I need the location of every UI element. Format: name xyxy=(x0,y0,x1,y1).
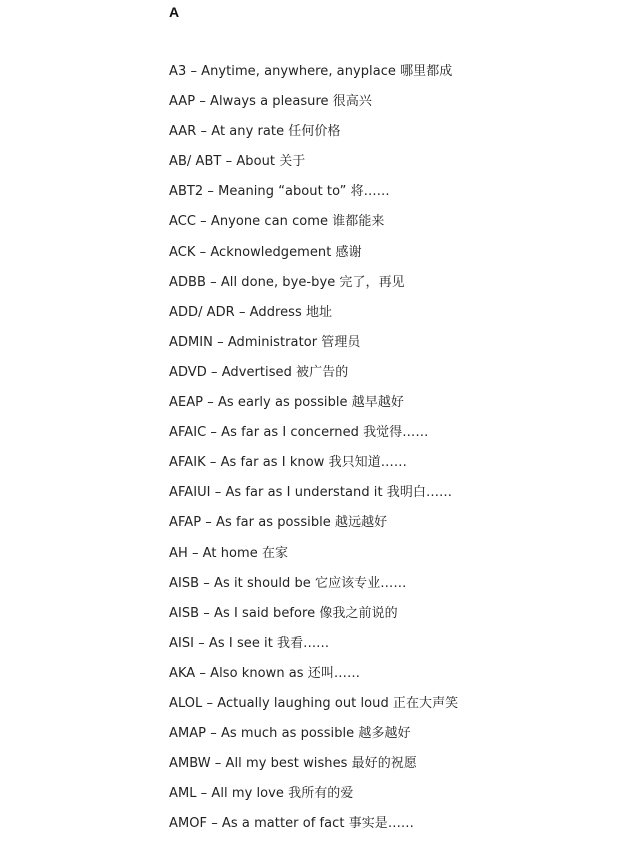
abbreviation-entry: AFAIK – As far as I know 我只知道…… xyxy=(169,455,407,471)
abbreviation-entry: AMAP – As much as possible 越多越好 xyxy=(169,726,411,742)
abbreviation-entry: A3 – Anytime, anywhere, anyplace 哪里都成 xyxy=(169,64,453,79)
abbreviation-entry: ADMIN – Administrator 管理员 xyxy=(169,334,361,350)
abbreviation-entry: AISB – As it should be 它应该专业…… xyxy=(169,575,407,591)
abbreviation-entry: ACC – Anyone can come 谁都能来 xyxy=(169,214,385,230)
abbreviation-entry: ADBB – All done, bye-bye 完了，再见 xyxy=(169,274,405,290)
abbreviation-entry: AAR – At any rate 任何价格 xyxy=(169,124,341,140)
abbreviation-entry: AISI – As I see it 我看…… xyxy=(169,635,330,651)
abbreviation-entry: AAP – Always a pleasure 很高兴 xyxy=(169,94,372,110)
abbreviation-entry: ACK – Acknowledgement 感谢 xyxy=(169,244,362,260)
abbreviation-entry: AML – All my love 我所有的爱 xyxy=(169,786,354,802)
abbreviation-entry: AFAIUI – As far as I understand it 我明白…… xyxy=(169,485,453,501)
abbreviation-entry: AB/ ABT – About 关于 xyxy=(169,154,306,170)
abbreviation-entry: ALOL – Actually laughing out loud 正在大声笑 xyxy=(169,695,459,711)
abbreviation-entry: AMOF – As a matter of fact 事实是…… xyxy=(169,816,414,832)
abbreviation-entry: AFAIC – As far as I concerned 我觉得…… xyxy=(169,425,429,441)
abbreviation-list xyxy=(169,62,458,844)
abbreviation-entry: AKA – Also known as 还叫…… xyxy=(169,665,361,681)
abbreviation-entry: AISB – As I said before 像我之前说的 xyxy=(169,605,398,621)
abbreviation-entry: AFAP – As far as possible 越远越好 xyxy=(169,515,388,531)
abbreviation-entry: AMBW – All my best wishes 最好的祝愿 xyxy=(169,756,417,772)
abbreviation-entry: AH – At home 在家 xyxy=(169,545,289,561)
abbreviation-entry: ADD/ ADR – Address 地址 xyxy=(169,304,333,320)
abbreviation-entry: AEAP – As early as possible 越早越好 xyxy=(169,395,404,411)
abbreviation-entry: ABT2 – Meaning “about to” 将…… xyxy=(169,184,390,200)
section-heading: A xyxy=(169,4,180,20)
abbreviation-entry: ADVD – Advertised 被广告的 xyxy=(169,364,349,380)
